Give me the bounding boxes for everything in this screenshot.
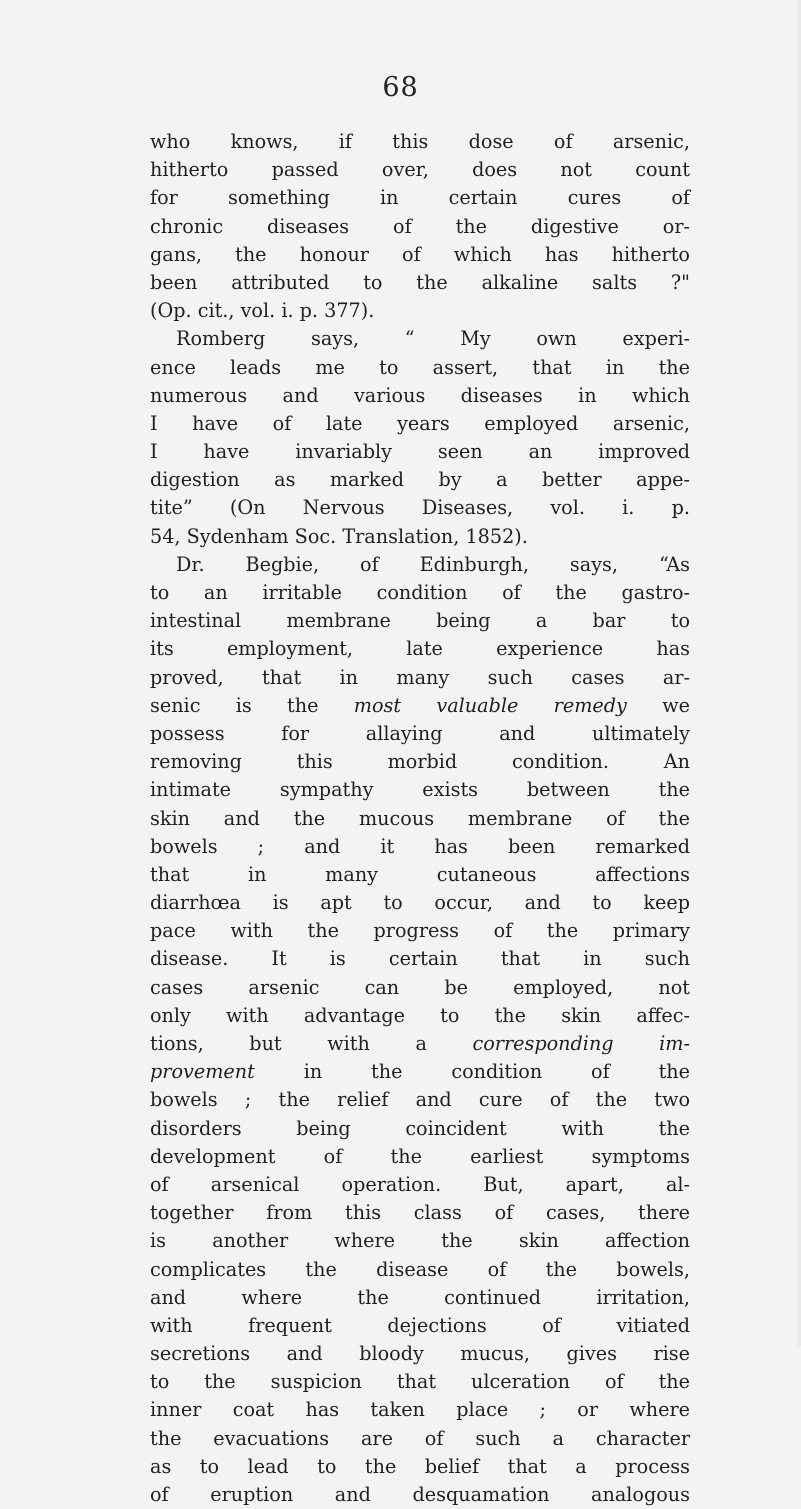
text-line	[150, 692, 690, 720]
text-line	[150, 128, 690, 156]
text-line	[150, 1256, 690, 1284]
text-line	[150, 156, 690, 184]
text-segment: (Op. cit., vol. i. p. 377).	[150, 299, 375, 323]
text-line	[150, 1396, 690, 1424]
text-segment: cases arsenic can be employed, not	[150, 975, 690, 999]
text-line	[150, 579, 690, 607]
text-segment: secretions and bloody mucus, gives rise	[150, 1342, 690, 1366]
text-segment: gans, the honour of which has hitherto	[150, 242, 690, 266]
text-segment: tions, but with a	[150, 1032, 473, 1055]
italic-text: most valuable remedy	[353, 693, 627, 717]
text-line	[150, 1030, 690, 1058]
text-line	[150, 748, 690, 776]
text-segment: complicates the disease of the bowels,	[150, 1257, 690, 1281]
text-segment: to the suspicion that ulceration of the	[150, 1370, 690, 1394]
text-line	[150, 382, 690, 410]
text-line	[150, 1199, 690, 1227]
page-edge-shadow	[795, 0, 801, 1346]
text-line	[150, 410, 690, 438]
text-line	[150, 889, 690, 917]
text-line	[150, 1481, 690, 1509]
text-segment: ence leads me to assert, that in the	[150, 355, 690, 379]
text-segment: diarrhœa is apt to occur, and to keep	[150, 891, 690, 915]
text-segment: disease. It is certain that in such	[150, 947, 690, 971]
text-line	[150, 974, 690, 1002]
text-segment: we	[626, 693, 690, 717]
text-line	[150, 523, 690, 551]
text-line	[150, 1086, 690, 1114]
italic-text: provement	[150, 1060, 255, 1084]
text-line	[150, 833, 690, 861]
text-line	[150, 861, 690, 889]
text-line	[150, 1002, 690, 1030]
text-line	[150, 720, 690, 748]
text-segment: hitherto passed over, does not count	[150, 158, 690, 182]
text-segment: its employment, late experience has	[150, 637, 690, 661]
text-line	[150, 1340, 690, 1368]
text-line	[150, 354, 690, 382]
text-segment: removing this morbid condition. An	[150, 750, 690, 774]
text-segment: as to lead to the belief that a process	[150, 1454, 690, 1478]
body-text	[150, 128, 690, 1509]
text-segment: bowels ; the relief and cure of the two	[150, 1088, 690, 1112]
text-segment: chronic diseases of the digestive or-	[150, 214, 690, 238]
text-line	[150, 184, 690, 212]
italic-text: corresponding im-	[472, 1032, 690, 1055]
text-line	[150, 1115, 690, 1143]
text-segment: skin and the mucous membrane of the	[150, 806, 690, 830]
page-number: 68	[382, 72, 419, 103]
text-line	[150, 297, 690, 325]
text-segment: possess for allaying and ultimately	[150, 721, 690, 745]
text-line	[150, 1368, 690, 1396]
text-line	[150, 635, 690, 663]
text-segment: with frequent dejections of vitiated	[150, 1313, 690, 1337]
text-segment: of arsenical operation. But, apart, al-	[150, 1172, 690, 1196]
text-segment: 54, Sydenham Soc. Translation, 1852).	[150, 524, 528, 548]
text-segment: in the condition of the	[254, 1060, 690, 1084]
text-segment: Romberg says, “ My own experi-	[176, 327, 690, 351]
text-segment: senic is the	[150, 693, 354, 717]
text-segment: development of the earliest symptoms	[150, 1144, 690, 1168]
text-line	[150, 945, 690, 973]
text-segment: together from this class of cases, there	[150, 1201, 690, 1225]
text-line	[150, 269, 690, 297]
text-segment: bowels ; and it has been remarked	[150, 834, 690, 858]
text-line	[150, 494, 690, 522]
text-line	[150, 1227, 690, 1255]
text-line	[150, 551, 690, 579]
text-line	[150, 664, 690, 692]
text-segment: numerous and various diseases in which	[150, 383, 690, 407]
text-line	[150, 1143, 690, 1171]
text-segment: the evacuations are of such a character	[150, 1426, 690, 1450]
text-segment: of eruption and desquamation analogous	[150, 1483, 690, 1506]
text-segment: been attributed to the alkaline salts ?"	[150, 270, 690, 294]
text-segment: I have invariably seen an improved	[150, 440, 690, 464]
text-line	[150, 1284, 690, 1312]
text-segment: pace with the progress of the primary	[150, 919, 690, 943]
text-line	[150, 213, 690, 241]
text-segment: only with advantage to the skin affec-	[150, 1003, 690, 1027]
text-segment: is another where the skin affection	[150, 1229, 690, 1253]
text-segment: for something in certain cures of	[150, 186, 690, 210]
text-line	[150, 607, 690, 635]
text-line	[150, 1058, 690, 1086]
text-line	[150, 1425, 690, 1453]
text-line	[150, 805, 690, 833]
text-segment: I have of late years employed arsenic,	[150, 411, 690, 435]
text-line	[150, 241, 690, 269]
text-line	[150, 1312, 690, 1340]
text-segment: that in many cutaneous affections	[150, 862, 690, 886]
text-segment: tite” (On Nervous Diseases, vol. i. p.	[150, 496, 690, 520]
text-line	[150, 466, 690, 494]
text-segment: disorders being coincident with the	[150, 1116, 690, 1140]
text-line	[150, 917, 690, 945]
text-segment: who knows, if this dose of arsenic,	[150, 130, 690, 153]
text-segment: and where the continued irritation,	[150, 1285, 690, 1309]
text-segment: Dr. Begbie, of Edinburgh, says, “As	[176, 552, 690, 576]
text-line	[150, 438, 690, 466]
text-segment: proved, that in many such cases ar-	[150, 665, 690, 689]
text-segment: intimate sympathy exists between the	[150, 778, 690, 802]
text-segment: inner coat has taken place ; or where	[150, 1398, 690, 1422]
text-segment: digestion as marked by a better appe-	[150, 468, 690, 492]
text-segment: to an irritable condition of the gastro-	[150, 581, 690, 604]
text-segment: intestinal membrane being a bar to	[150, 609, 690, 633]
text-line	[150, 325, 690, 353]
text-line	[150, 1453, 690, 1481]
text-line	[150, 776, 690, 804]
text-line	[150, 1171, 690, 1199]
